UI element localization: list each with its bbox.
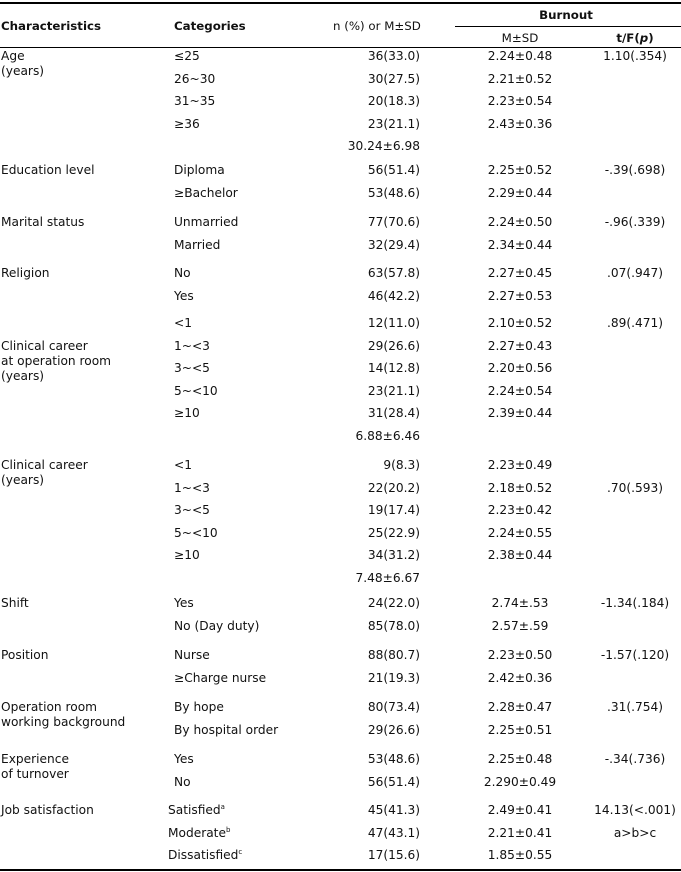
n-percent-cell: 20(18.3) xyxy=(367,94,420,109)
burnout-msd-cell: 2.23±0.42 xyxy=(487,503,553,518)
group-label: working background xyxy=(1,715,126,729)
category-cell: ≥Bachelor xyxy=(174,185,238,200)
n-percent-cell: 6.88±6.46 xyxy=(355,429,420,443)
category-cell: 1~<3 xyxy=(174,338,210,353)
burnout-msd-cell: 2.29±0.44 xyxy=(487,185,553,200)
group-label: Religion xyxy=(1,266,50,280)
category-cell: No xyxy=(174,774,191,789)
burnout-msd-cell: 2.21±0.52 xyxy=(487,71,553,86)
header-burnout: Burnout xyxy=(539,8,593,22)
burnout-msd-cell: 2.38±0.44 xyxy=(487,548,553,563)
category-superscript: a xyxy=(220,802,225,811)
group-label: (years) xyxy=(1,369,45,383)
group-label: at operation room xyxy=(1,354,112,368)
burnout-msd-cell: 2.24±0.54 xyxy=(487,383,553,398)
tfp-cell: -.39(.698) xyxy=(604,163,666,177)
burnout-msd-cell: 2.18±0.52 xyxy=(487,480,553,495)
category-cell: Yes xyxy=(174,596,194,610)
group-label: (years) xyxy=(1,64,45,78)
burnout-msd-cell: 2.27±0.53 xyxy=(487,288,553,303)
category-cell-with-superscript xyxy=(168,803,225,818)
n-percent-cell: 22(20.2) xyxy=(367,480,420,495)
burnout-msd-cell: 2.24±0.48 xyxy=(487,49,553,63)
category-superscript: c xyxy=(238,848,243,857)
category-cell: 26~30 xyxy=(174,71,216,86)
category-text: Dissatisfied xyxy=(168,848,239,863)
n-percent-cell: 23(21.1) xyxy=(367,383,420,398)
tfp-cell: 1.10(.354) xyxy=(603,49,667,63)
burnout-msd-cell: 2.21±0.41 xyxy=(487,825,553,840)
tfp-cell: .07(.947) xyxy=(606,266,664,280)
category-cell-with-superscript xyxy=(168,848,242,863)
n-percent-cell: 24(22.0) xyxy=(367,596,420,610)
group-label: Age xyxy=(1,49,25,63)
category-cell: 5~<10 xyxy=(174,525,218,540)
group-label: Operation room xyxy=(1,700,98,714)
tfp-cell: -1.34(.184) xyxy=(600,596,670,610)
category-cell: No xyxy=(174,266,191,280)
n-percent-cell: 56(51.4) xyxy=(367,774,420,789)
category-cell: Nurse xyxy=(174,648,210,662)
group-label: Shift xyxy=(1,596,29,610)
n-percent-cell: 47(43.1) xyxy=(367,825,420,840)
tfp-cell: .89(.471) xyxy=(606,316,664,330)
category-cell: ≤25 xyxy=(174,49,200,63)
header-rule xyxy=(0,47,681,48)
category-cell: 1~<3 xyxy=(174,480,210,495)
n-percent-cell: 9(8.3) xyxy=(383,458,420,472)
header-tfp: t/F(p) xyxy=(616,31,654,45)
n-percent-cell: 80(73.4) xyxy=(367,700,420,714)
tfp-cell: -.34(.736) xyxy=(604,752,666,766)
burnout-msd-cell: 2.24±0.50 xyxy=(487,215,553,229)
burnout-msd-cell: 2.43±0.36 xyxy=(487,116,553,131)
n-percent-cell: 30(27.5) xyxy=(367,71,420,86)
burnout-msd-cell: 2.74±.53 xyxy=(491,596,549,610)
tfp-cell: -.96(.339) xyxy=(604,215,666,229)
header-categories: Categories xyxy=(174,19,246,33)
header-characteristics: Characteristics xyxy=(1,19,102,33)
category-cell: 31~35 xyxy=(174,94,216,109)
n-percent-cell: 29(26.6) xyxy=(367,338,420,353)
n-percent-cell: 53(48.6) xyxy=(367,752,420,766)
category-cell: Diploma xyxy=(174,163,225,177)
category-cell: <1 xyxy=(174,316,192,330)
n-percent-cell: 34(31.2) xyxy=(367,548,420,563)
burnout-msd-cell: 2.24±0.55 xyxy=(487,525,553,540)
category-cell: ≥10 xyxy=(174,406,200,421)
burnout-msd-cell: 2.49±0.41 xyxy=(487,803,553,817)
category-cell: <1 xyxy=(174,458,192,472)
n-percent-cell: 53(48.6) xyxy=(367,185,420,200)
category-cell-with-superscript xyxy=(168,826,230,841)
tfp-cell: -1.57(.120) xyxy=(600,648,670,662)
burnout-msd-cell: 2.25±0.51 xyxy=(487,722,553,737)
group-label: Experience xyxy=(1,752,69,766)
category-superscript: b xyxy=(225,825,231,834)
burnout-msd-cell: 2.25±0.52 xyxy=(487,163,553,177)
group-label: Education level xyxy=(1,163,95,177)
tfp-cell: .70(.593) xyxy=(606,480,664,495)
tfp-cell: .31(.754) xyxy=(606,700,664,714)
n-percent-cell: 77(70.6) xyxy=(367,215,420,229)
burnout-msd-cell: 2.23±0.54 xyxy=(487,94,553,109)
burnout-msd-cell: 2.27±0.43 xyxy=(487,338,553,353)
burnout-msd-cell: 2.25±0.48 xyxy=(487,752,553,766)
header-n: n (%) or M±SD xyxy=(333,19,421,33)
group-label: Position xyxy=(1,648,49,662)
n-percent-cell: 12(11.0) xyxy=(367,316,420,330)
burnout-msd-cell: 2.42±0.36 xyxy=(487,670,553,685)
burnout-msd-cell: 2.57±.59 xyxy=(491,618,549,633)
category-cell: 5~<10 xyxy=(174,383,218,398)
n-percent-cell: 31(28.4) xyxy=(367,406,420,421)
n-percent-cell: 56(51.4) xyxy=(367,163,420,177)
n-percent-cell: 14(12.8) xyxy=(367,361,420,376)
group-label: Job satisfaction xyxy=(1,803,94,817)
category-cell: Yes xyxy=(174,752,194,766)
burnout-msd-cell: 2.28±0.47 xyxy=(487,700,553,714)
category-cell: Yes xyxy=(174,288,194,303)
category-cell: No (Day duty) xyxy=(174,618,260,633)
burnout-msd-cell: 2.34±0.44 xyxy=(487,237,553,252)
header-msd: M±SD xyxy=(501,31,539,45)
burnout-msd-cell: 2.39±0.44 xyxy=(487,406,553,421)
category-cell: 3~<5 xyxy=(174,361,210,376)
category-text: Moderate xyxy=(168,825,226,840)
category-cell: By hospital order xyxy=(174,722,279,737)
n-percent-cell: 63(57.8) xyxy=(367,266,420,280)
burnout-msd-cell: 2.23±0.49 xyxy=(487,458,553,472)
n-percent-cell: 88(80.7) xyxy=(367,648,420,662)
group-label: Clinical career xyxy=(1,339,88,353)
burnout-rule xyxy=(455,26,681,27)
category-cell: ≥10 xyxy=(174,548,200,563)
burnout-msd-cell: 2.20±0.56 xyxy=(487,361,553,376)
n-percent-cell: 30.24±6.98 xyxy=(347,139,420,154)
category-cell: Married xyxy=(174,237,221,252)
n-percent-cell: 25(22.9) xyxy=(367,525,420,540)
category-cell: By hope xyxy=(174,700,224,714)
category-cell: 3~<5 xyxy=(174,503,210,518)
burnout-msd-cell: 1.85±0.55 xyxy=(487,848,553,863)
n-percent-cell: 46(42.2) xyxy=(367,288,420,303)
bottom-rule xyxy=(0,869,681,871)
category-cell: Unmarried xyxy=(174,215,239,229)
n-percent-cell: 29(26.6) xyxy=(367,722,420,737)
category-cell: ≥36 xyxy=(174,116,200,131)
n-percent-cell: 7.48±6.67 xyxy=(355,571,420,585)
n-percent-cell: 19(17.4) xyxy=(367,503,420,518)
top-rule xyxy=(0,2,681,4)
n-percent-cell: 17(15.6) xyxy=(367,848,420,863)
group-label: Clinical career xyxy=(1,458,88,472)
burnout-msd-cell: 2.27±0.45 xyxy=(487,266,553,280)
group-label: Marital status xyxy=(1,215,85,229)
group-label: (years) xyxy=(1,473,45,487)
n-percent-cell: 45(41.3) xyxy=(367,803,420,817)
burnout-msd-cell: 2.10±0.52 xyxy=(487,316,553,330)
n-percent-cell: 36(33.0) xyxy=(367,49,420,63)
category-cell: ≥Charge nurse xyxy=(174,670,267,685)
tfp-cell: a>b>c xyxy=(613,825,657,840)
burnout-msd-cell: 2.23±0.50 xyxy=(487,648,553,662)
tfp-cell: 14.13(<.001) xyxy=(594,803,676,817)
n-percent-cell: 23(21.1) xyxy=(367,116,420,131)
burnout-msd-cell: 2.290±0.49 xyxy=(483,774,557,789)
n-percent-cell: 21(19.3) xyxy=(367,670,420,685)
category-text: Satisfied xyxy=(168,803,221,817)
group-label: of turnover xyxy=(1,767,69,781)
n-percent-cell: 85(78.0) xyxy=(367,618,420,633)
n-percent-cell: 32(29.4) xyxy=(367,237,420,252)
